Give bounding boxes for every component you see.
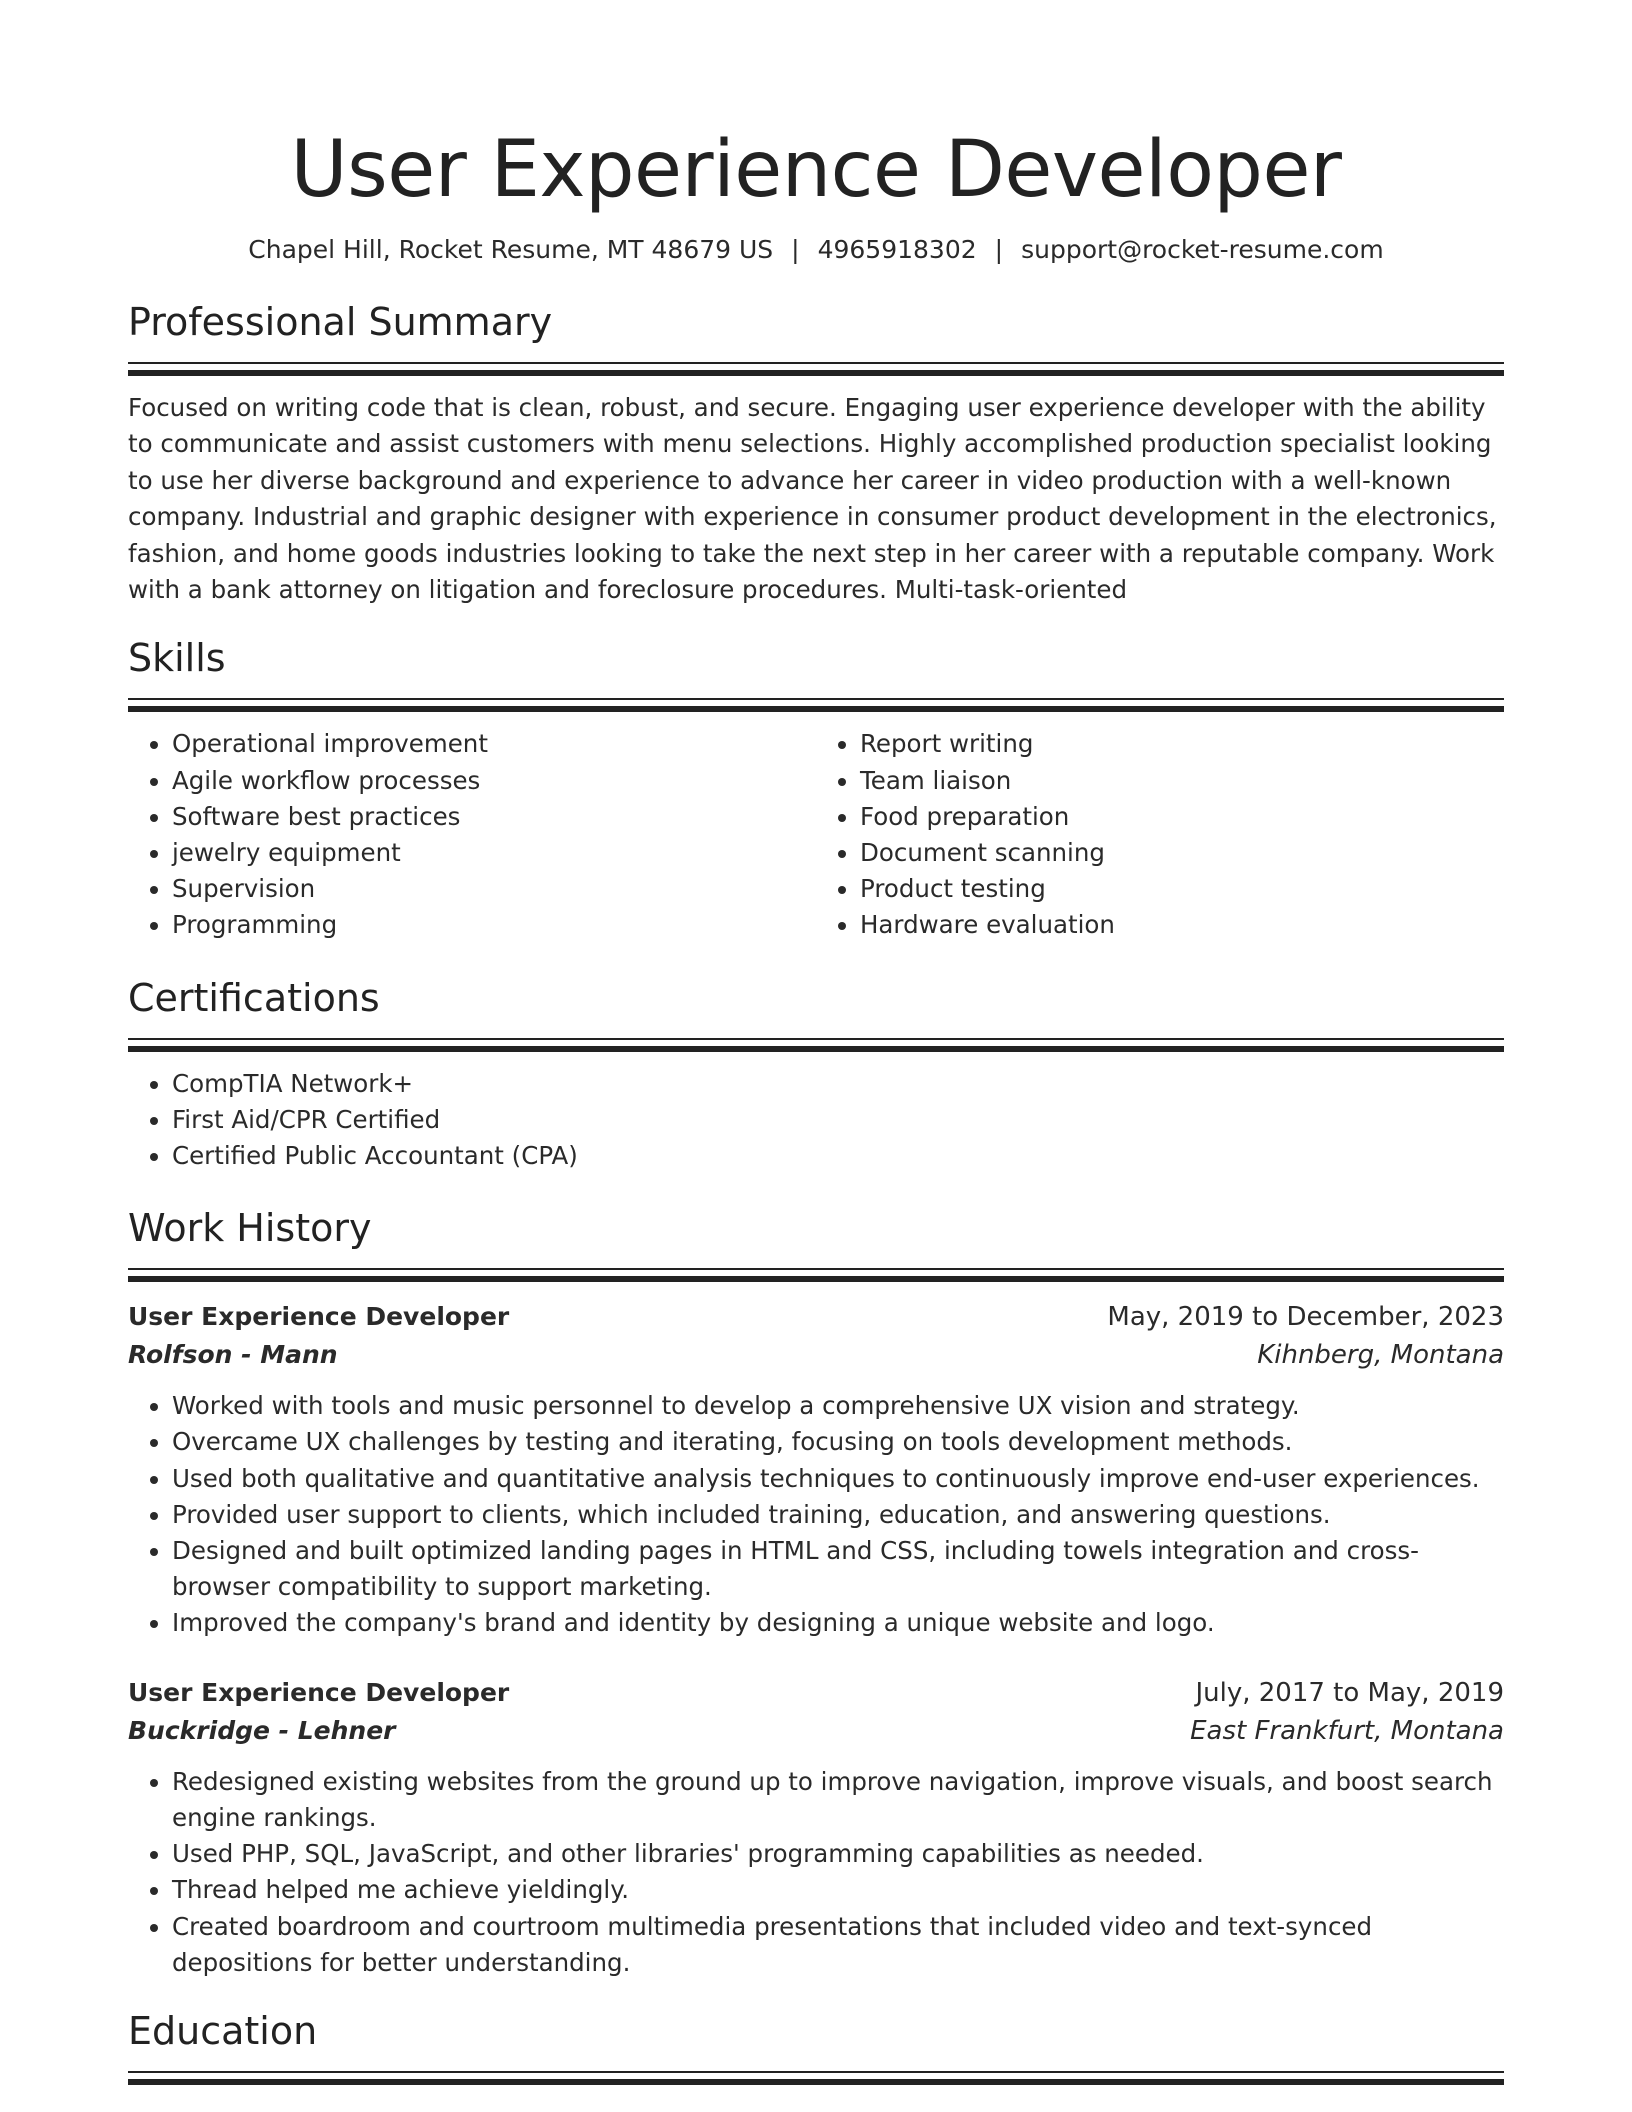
skill-item: • Agile workflow processes [172, 763, 816, 799]
skill-item: • Document scanning [860, 835, 1504, 871]
job-dates: May, 2019 to December, 2023 [1107, 1302, 1504, 1333]
section-divider [128, 362, 1504, 376]
section-divider [128, 698, 1504, 712]
skill-item: • Supervision [172, 871, 816, 907]
job-bullet: • Created boardroom and courtroom multimedia presentations that included video and text-synced depositions for better understanding. [172, 1909, 1504, 1981]
resume-name: User Experience Developer [290, 125, 1342, 215]
section-title-skills: Skills [128, 636, 226, 681]
contact-line [128, 232, 1504, 268]
job-bullet: • Worked with tools and music personnel to develop a comprehensive UX vision and strategy. [172, 1388, 1504, 1424]
certification-item: • First Aid/CPR Certified [172, 1102, 1504, 1138]
skill-item: • Operational improvement [172, 726, 816, 762]
job-bullets [128, 1764, 1504, 1981]
summary-text: Focused on writing code that is clean, robust, and secure. Engaging user experience developer with the ability to communicate and assist customers with menu selections. Highly accomplished production specialist looking to use her diverse background and experience to advance her career in video production with a well-known company. Industrial and graphic designer with experience in consumer product development in the electronics, fashion, and home goods industries looking to take the next step in her career with a reputable company. Work with a bank attorney on litigation and foreclosure procedures. Multi-task-oriented [128, 393, 1497, 605]
skill-item: • Hardware evaluation [860, 907, 1504, 943]
contact-separator: | [791, 235, 800, 264]
job-company: Buckridge - Lehner [128, 1715, 396, 1745]
contact-address: Chapel Hill, Rocket Resume, MT 48679 US [248, 235, 774, 264]
job-header [128, 1674, 1504, 1712]
skills-columns [128, 726, 1504, 943]
skill-item: • jewelry equipment [172, 835, 816, 871]
job-title: User Experience Developer [128, 1302, 510, 1332]
skill-item: • Report writing [860, 726, 1504, 762]
job-subheader [128, 1712, 1504, 1750]
job-location: East Frankfurt, Montana [1190, 1715, 1504, 1746]
contact-phone: 4965918302 [817, 235, 977, 264]
job-bullet: • Designed and built optimized landing pages in HTML and CSS, including towels integration and cross-browser compatibility to support marketing. [172, 1533, 1504, 1605]
skills-section [128, 634, 1504, 943]
summary-section [128, 298, 1504, 608]
job-company: Rolfson - Mann [128, 1340, 338, 1370]
job-bullet: • Improved the company's brand and identity by designing a unique website and logo. [172, 1605, 1504, 1641]
work-history-section [128, 1204, 1504, 1981]
certification-item: • CompTIA Network+ [172, 1066, 1504, 1102]
section-divider [128, 1268, 1504, 1282]
certification-item: • Certified Public Accountant (CPA) [172, 1138, 1504, 1174]
section-divider [128, 2071, 1504, 2085]
job-entry [128, 1674, 1504, 1981]
job-bullet: • Provided user support to clients, which included training, education, and answering questions. [172, 1497, 1504, 1533]
skill-item: • Food preparation [860, 799, 1504, 835]
education-section [128, 2007, 1504, 2085]
section-title-education: Education [128, 2008, 318, 2053]
section-title-summary: Professional Summary [128, 300, 553, 344]
skills-list-left [128, 726, 816, 943]
section-title-certifications: Certifications [128, 975, 380, 1020]
job-bullet: • Overcame UX challenges by testing and iterating, focusing on tools development methods. [172, 1424, 1504, 1460]
job-dates: July, 2017 to May, 2019 [1195, 1677, 1504, 1708]
contact-separator: | [994, 235, 1004, 264]
skill-item: • Team liaison [860, 763, 1504, 799]
contact-email[interactable]: support@rocket-resume.com [1021, 235, 1384, 264]
certifications-section [128, 974, 1504, 1175]
job-bullet: • Thread helped me achieve yieldingly. [172, 1872, 1504, 1908]
job-entry [128, 1298, 1504, 1641]
job-title: User Experience Developer [128, 1677, 510, 1707]
skills-list-right [816, 726, 1504, 943]
job-bullet: • Used both qualitative and quantitative analysis techniques to continuously improve end-user experiences. [172, 1461, 1504, 1497]
skill-item: • Software best practices [172, 799, 816, 835]
job-bullet: • Redesigned existing websites from the ground up to improve navigation, improve visuals, and boost search engine rankings. [172, 1764, 1504, 1836]
skill-item: • Programming [172, 907, 816, 943]
job-subheader [128, 1336, 1504, 1374]
job-location: Kihnberg, Montana [1257, 1340, 1504, 1371]
certifications-list [128, 1066, 1504, 1175]
job-bullet: • Used PHP, SQL, JavaScript, and other libraries' programming capabilities as needed. [172, 1836, 1504, 1872]
section-divider [128, 1038, 1504, 1052]
skill-item: • Product testing [860, 871, 1504, 907]
job-bullets [128, 1388, 1504, 1641]
job-header [128, 1298, 1504, 1336]
resume-page [128, 0, 1504, 2085]
section-title-work-history: Work History [128, 1206, 372, 1251]
